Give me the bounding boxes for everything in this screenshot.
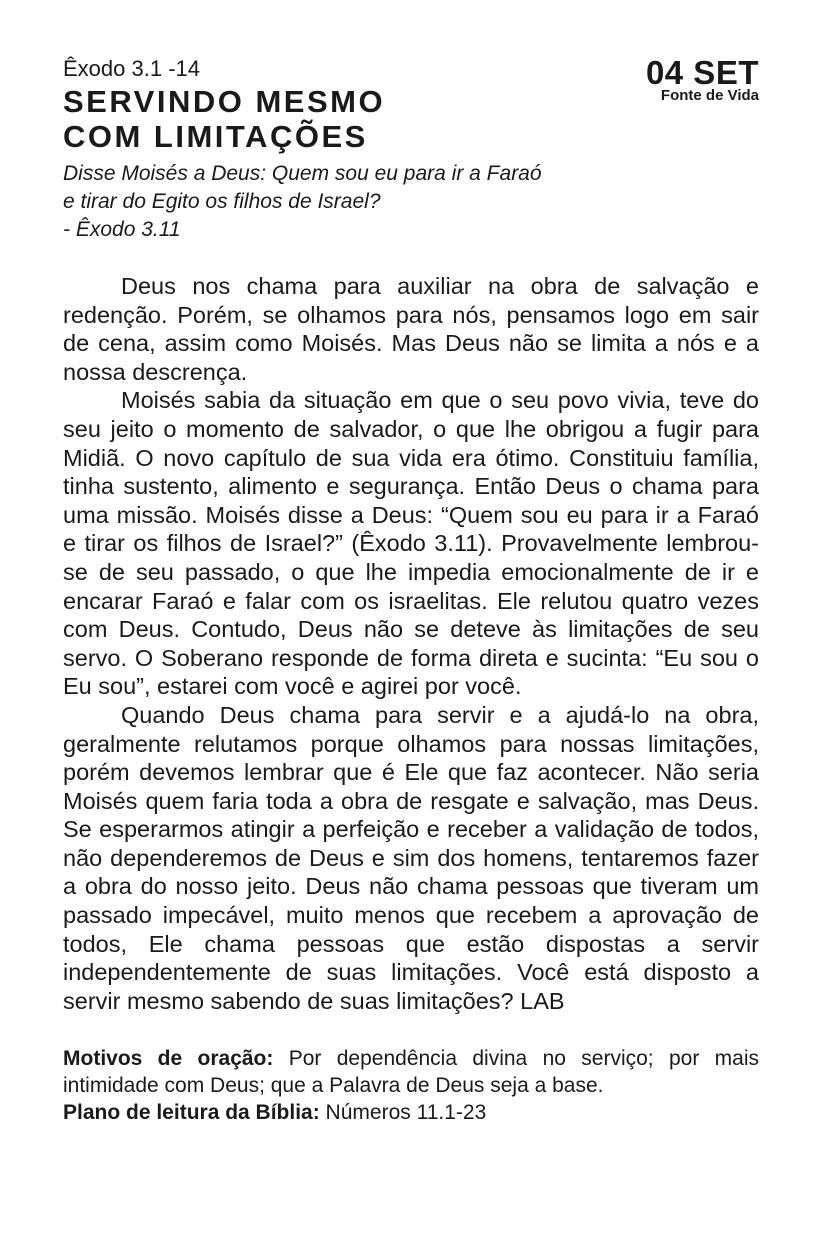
paragraph-3: Quando Deus chama para servir e a ajudá-lo na obra, geralmente relutamos porque olhamos para nossas limitações, porém devemos lembrar que é Ele que faz acontecer. Não seria Moisés quem faria toda a obra de resgate e salvação, mas Deus. Se esperarmos atingir a perfeição e receber a validação de todos, não dependeremos de Deus e sim dos homens, tentaremos fazer a obra do nosso jeito. Deus não chama pessoas que tiveram um passado impecável, muito menos que recebem a aprovação de todos, Ele chama pessoas que estão dispostas a servir independentemente de suas limitações. Você está disposto a servir mesmo sabendo de suas limitações? LAB bbox=[63, 701, 759, 1014]
scripture-reference: Êxodo 3.1 -14 bbox=[63, 56, 200, 81]
devotional-page bbox=[63, 56, 759, 1126]
devotional-name: Fonte de Vida bbox=[660, 87, 759, 104]
key-verse bbox=[63, 160, 759, 244]
paragraph-2: Moisés sabia da situação em que o seu povo vivia, teve do seu jeito o momento de salvador, o que lhe obrigou a fugir para Midiã. O novo capítulo de sua vida era ótimo. Constituiu família, tinha sustento, alimento e segurança. Então Deus o chama para uma missão. Moisés disse a Deus: “Quem sou eu para ir a Faraó e tirar os filhos de Israel?” (Êxodo 3.11). Provavelmente lembrou-se de seu passado, o que lhe impedia emocionalmente de ir e encarar Faraó e falar com os israelitas. Ele relutou quatro vezes com Deus. Contudo, Deus não se deteve às limitações de seu servo. O Soberano responde de forma direta e sucinta: “Eu sou o Eu sou”, estarei com você e agirei por você. bbox=[63, 387, 759, 700]
reading-plan bbox=[63, 1099, 759, 1126]
prayer-text: Por dependência divina no serviço; por mais intimidade com Deus; que a Palavra de Deus seja a base. bbox=[63, 1047, 759, 1098]
devotional-date: 04 SET bbox=[645, 54, 759, 91]
footer bbox=[63, 1045, 759, 1126]
date-block bbox=[646, 56, 759, 104]
prayer-motives bbox=[63, 1045, 759, 1099]
paragraph-1: Deus nos chama para auxiliar na obra de salvação e redenção. Porém, se olhamos para nós, pensamos logo em sair de cena, assim como Moisés. Mas Deus não se limita a nós e a nossa descrença. bbox=[63, 273, 759, 385]
title-line-2: COM LIMITAÇÕES bbox=[63, 119, 368, 154]
title-line-1: SERVINDO MESMO bbox=[63, 84, 386, 119]
verse-line-3: - Êxodo 3.11 bbox=[63, 218, 181, 241]
prayer-label: Motivos de oração: bbox=[63, 1047, 274, 1071]
verse-line-2: e tirar do Egito os filhos de Israel? bbox=[63, 190, 381, 213]
reading-label: Plano de leitura da Bíblia: bbox=[63, 1101, 320, 1125]
reading-text: Números 11.1-23 bbox=[319, 1101, 487, 1125]
devotional-body bbox=[63, 272, 759, 1015]
verse-line-1: Disse Moisés a Deus: Quem sou eu para ir a Faraó bbox=[63, 162, 542, 185]
